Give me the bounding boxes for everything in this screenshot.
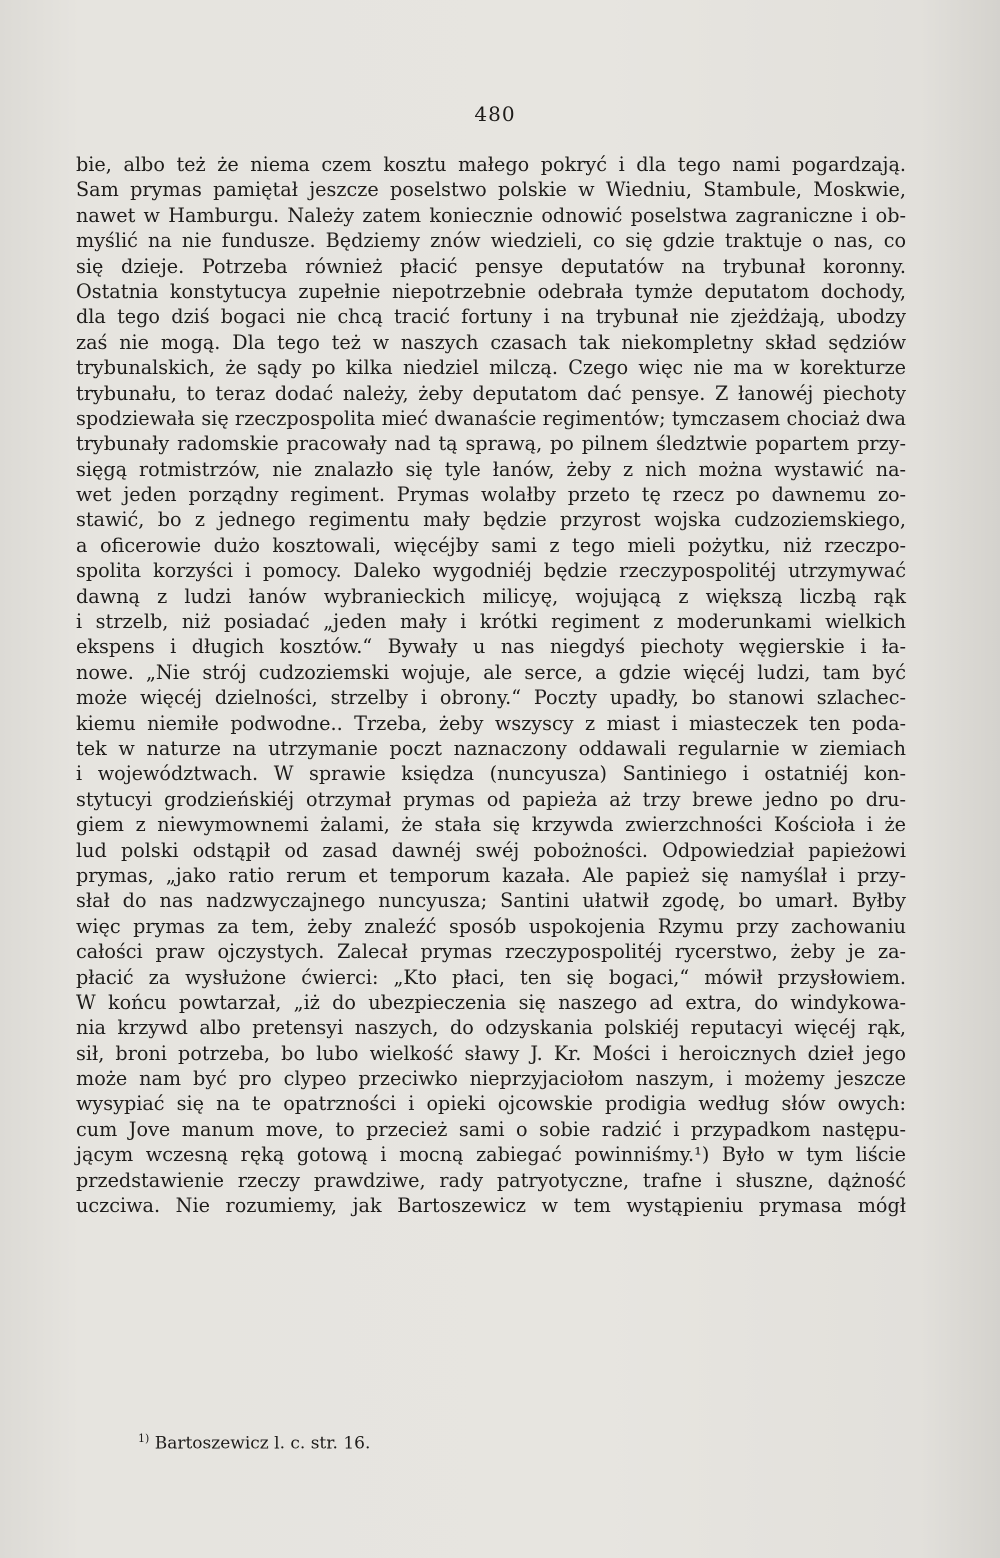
text-line: dawną z ludzi łanów wybranieckich milicyę, wojującą z większą liczbą rąk [76, 584, 906, 608]
footnote-marker: 1) [138, 1432, 150, 1445]
text-line: nia krzywd albo pretensyi naszych, do odzyskania polskiéj reputacyi więcéj rąk, [76, 1016, 906, 1040]
text-line: nowe. „Nie strój cudzoziemski wojuje, ale serce, a gdzie więcéj ludzi, tam być [76, 660, 906, 684]
text-line: trybunału, to teraz dodać należy, żeby deputatom dać pensye. Z łanowéj piechoty [76, 381, 906, 405]
text-line: zaś nie mogą. Dla tego też w naszych czasach tak niekompletny skład sędziów [76, 330, 906, 354]
text-line: spodziewała się rzeczpospolita mieć dwanaście regimentów; tymczasem chociaż dwa [76, 406, 906, 430]
text-line: ekspens i długich kosztów.“ Bywały u nas niegdyś piechoty węgierskie i ła- [76, 635, 906, 659]
page-number: 480 [474, 102, 516, 126]
text-line: się dzieje. Potrzeba również płacić pensye deputatów na trybunał koronny. [76, 254, 906, 278]
text-line: uczciwa. Nie rozumiemy, jak Bartoszewicz w tem wystąpieniu prymasa mógł [76, 1194, 906, 1218]
text-line: lud polski odstąpił od zasad dawnéj swéj pobożności. Odpowiedział papieżowi [76, 838, 906, 862]
text-line: może nam być pro clypeo przeciwko nieprzyjaciołom naszym, i możemy jeszcze [76, 1067, 906, 1091]
text-line: sił, broni potrzeba, bo lubo wielkość sławy J. Kr. Mości i heroicznych dzieł jego [76, 1041, 906, 1065]
text-line: wet jeden porządny regiment. Prymas wolałby przeto tę rzecz po dawnemu zo- [76, 483, 906, 507]
text-line: Sam prymas pamiętał jeszcze poselstwo polskie w Wiedniu, Stambule, Moskwie, [76, 178, 906, 202]
text-line: a oficerowie dużo kosztowali, więcéjby sami z tego mieli pożytku, niż rzeczpo- [76, 533, 906, 557]
footnote [138, 1432, 370, 1454]
text-line: myślić na nie fundusze. Będziemy znów wiedzieli, co się gdzie traktuje o nas, co [76, 229, 906, 253]
text-line: przedstawienie rzeczy prawdziwe, rady patryotyczne, trafne i słuszne, dążność [76, 1168, 906, 1192]
text-line: wysypiać się na te opatrzności i opieki ojcowskie prodigia według słów owych: [76, 1092, 906, 1116]
text-line: Ostatnia konstytucya zupełnie niepotrzebnie odebrała tymże deputatom dochody, [76, 279, 906, 303]
text-line: bie, albo też że niema czem kosztu małego pokryć i dla tego nami pogardzają. [76, 153, 906, 176]
footnote-text: Bartoszewicz l. c. str. 16. [154, 1433, 371, 1454]
text-line: więc prymas za tem, żeby znaleźć sposób uspokojenia Rzymu przy zachowaniu [76, 914, 906, 938]
text-line: prymas, „jako ratio rerum et temporum kazała. Ale papież się namyślał i przy- [76, 863, 906, 887]
text-line: spolita korzyści i pomocy. Daleko wygodniéj będzie rzeczypospolitéj utrzymywać [76, 559, 906, 583]
text-line: tek w naturze na utrzymanie poczt naznaczony oddawali regularnie w ziemiach [76, 736, 906, 760]
text-line: stawić, bo z jednego regimentu mały będzie przyrost wojska cudzoziemskiego, [76, 508, 906, 532]
text-line: słał do nas nadzwyczajnego nuncyusza; Santini ułatwił zgodę, bo umarł. Byłby [76, 889, 906, 913]
text-line: płacić za wysłużone ćwierci: „Kto płaci, ten się bogaci,“ mówił przysłowiem. [76, 965, 906, 989]
text-line: dla tego dziś bogaci nie chcą tracić fortuny i na trybunał nie zjeżdżają, ubodzy [76, 305, 906, 329]
text-line: jącym wczesną ręką gotową i mocną zabiegać powinniśmy.¹) Było w tym liście [76, 1143, 906, 1167]
text-line: giem z niewymownemi żalami, że stała się krzywda zwierzchności Kościoła i że [76, 813, 906, 837]
text-line: nawet w Hamburgu. Należy zatem koniecznie odnowić poselstwa zagraniczne i ob- [76, 203, 906, 227]
text-line: może więcéj dzielności, strzelby i obrony.“ Poczty upadły, bo stanowi szlachec- [76, 686, 906, 710]
text-line: całości praw ojczystych. Zalecał prymas rzeczypospolitéj rycerstwo, żeby je za- [76, 940, 906, 964]
text-line: i województwach. W sprawie księdza (nuncyusza) Santiniego i ostatniéj kon- [76, 762, 906, 786]
text-line: W końcu powtarzał, „iż do ubezpieczenia się naszego ad extra, do windykowa- [76, 990, 906, 1014]
text-line: trybunalskich, że sądy po kilka niedziel milczą. Czego więc nie ma w korekturze [76, 356, 906, 380]
text-line: trybunały radomskie pracowały nad tą sprawą, po pilnem śledztwie popartem przy- [76, 432, 906, 456]
body-text [76, 152, 906, 1218]
text-line: cum Jove manum move, to przecież sami o sobie radzić i przypadkom następu- [76, 1117, 906, 1141]
text-line: sięgą rotmistrzów, nie znalazło się tyle łanów, żeby z nich można wystawić na- [76, 457, 906, 481]
text-line: kiemu niemiłe podwodne.. Trzeba, żeby wszyscy z miast i miasteczek ten poda- [76, 711, 906, 735]
text-line: i strzelb, niż posiadać „jeden mały i krótki regiment z moderunkami wielkich [76, 610, 906, 634]
text-line: stytucyi grodzieńskiéj otrzymał prymas od papieża aż trzy brewe jedno po dru- [76, 787, 906, 811]
